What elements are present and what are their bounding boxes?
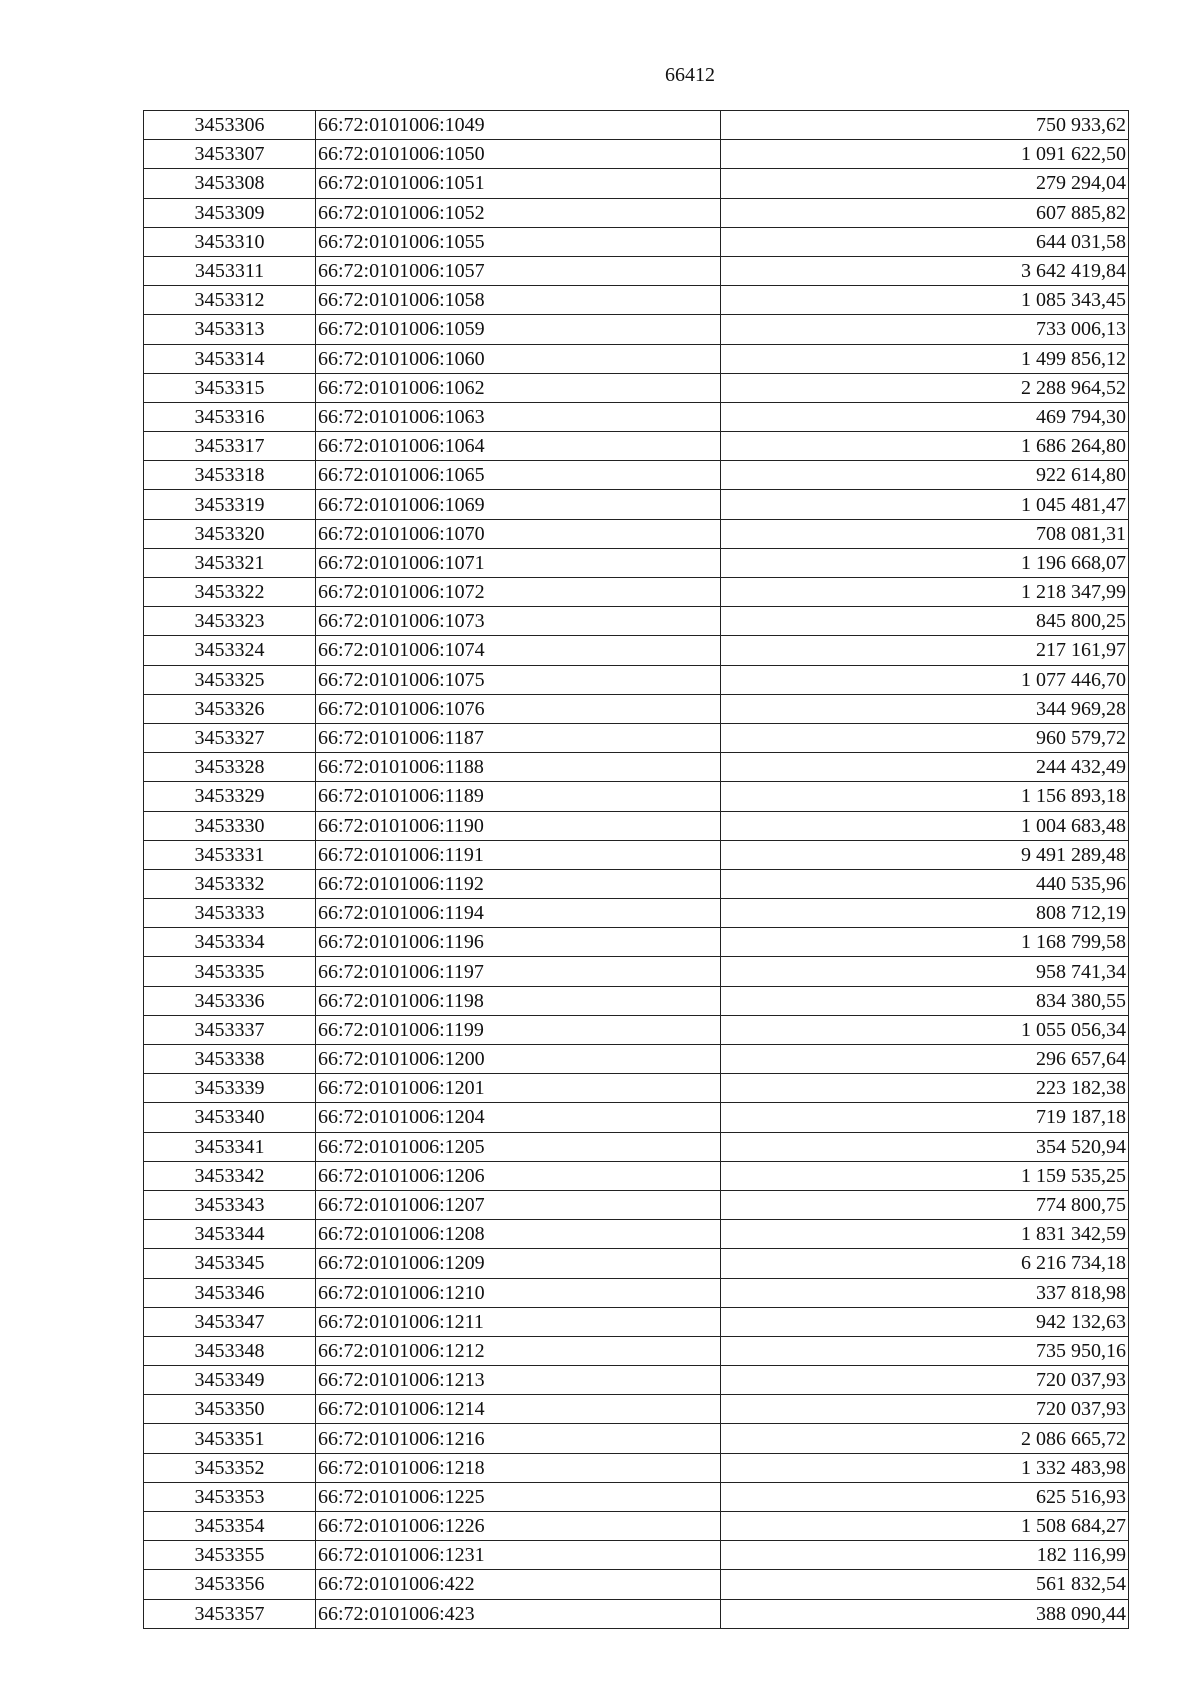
row-number-cell: 3453352 <box>144 1453 316 1482</box>
table-row <box>144 1366 1129 1395</box>
row-number-cell: 3453348 <box>144 1336 316 1365</box>
cadastral-number-cell: 66:72:0101006:1187 <box>316 723 721 752</box>
row-number-cell: 3453318 <box>144 461 316 490</box>
cadastral-value-cell: 735 950,16 <box>721 1336 1129 1365</box>
cadastral-number-cell: 66:72:0101006:1063 <box>316 402 721 431</box>
row-number-cell: 3453337 <box>144 1015 316 1044</box>
cadastral-number-cell: 66:72:0101006:1206 <box>316 1161 721 1190</box>
table-row <box>144 344 1129 373</box>
table-row <box>144 1395 1129 1424</box>
cadastral-number-cell: 66:72:0101006:1073 <box>316 607 721 636</box>
cadastral-number-cell: 66:72:0101006:422 <box>316 1570 721 1599</box>
row-number-cell: 3453323 <box>144 607 316 636</box>
row-number-cell: 3453357 <box>144 1599 316 1628</box>
table-row <box>144 1307 1129 1336</box>
row-number-cell: 3453345 <box>144 1249 316 1278</box>
cadastral-value-cell: 1 004 683,48 <box>721 811 1129 840</box>
table-body <box>144 111 1129 1629</box>
cadastral-value-cell: 344 969,28 <box>721 694 1129 723</box>
row-number-cell: 3453343 <box>144 1190 316 1219</box>
table-row <box>144 286 1129 315</box>
cadastral-value-cell: 9 491 289,48 <box>721 840 1129 869</box>
row-number-cell: 3453329 <box>144 782 316 811</box>
table-row <box>144 1190 1129 1219</box>
table-row <box>144 227 1129 256</box>
row-number-cell: 3453351 <box>144 1424 316 1453</box>
cadastral-value-cell: 1 077 446,70 <box>721 665 1129 694</box>
row-number-cell: 3453332 <box>144 869 316 898</box>
row-number-cell: 3453335 <box>144 957 316 986</box>
cadastral-number-cell: 66:72:0101006:1062 <box>316 373 721 402</box>
cadastral-value-cell: 1 218 347,99 <box>721 578 1129 607</box>
table-row <box>144 169 1129 198</box>
cadastral-number-cell: 66:72:0101006:1218 <box>316 1453 721 1482</box>
table-row <box>144 1278 1129 1307</box>
table-row <box>144 1249 1129 1278</box>
cadastral-value-cell: 354 520,94 <box>721 1132 1129 1161</box>
row-number-cell: 3453336 <box>144 986 316 1015</box>
cadastral-value-cell: 279 294,04 <box>721 169 1129 198</box>
cadastral-number-cell: 66:72:0101006:1072 <box>316 578 721 607</box>
cadastral-value-cell: 2 288 964,52 <box>721 373 1129 402</box>
cadastral-number-cell: 66:72:0101006:1188 <box>316 753 721 782</box>
cadastral-value-cell: 3 642 419,84 <box>721 256 1129 285</box>
row-number-cell: 3453306 <box>144 111 316 140</box>
table-row <box>144 111 1129 140</box>
row-number-cell: 3453326 <box>144 694 316 723</box>
row-number-cell: 3453322 <box>144 578 316 607</box>
cadastral-number-cell: 66:72:0101006:1205 <box>316 1132 721 1161</box>
row-number-cell: 3453346 <box>144 1278 316 1307</box>
cadastral-value-cell: 1 196 668,07 <box>721 548 1129 577</box>
cadastral-number-cell: 66:72:0101006:1189 <box>316 782 721 811</box>
cadastral-value-cell: 1 045 481,47 <box>721 490 1129 519</box>
row-number-cell: 3453308 <box>144 169 316 198</box>
row-number-cell: 3453317 <box>144 432 316 461</box>
table-row <box>144 1074 1129 1103</box>
cadastral-value-cell: 774 800,75 <box>721 1190 1129 1219</box>
row-number-cell: 3453341 <box>144 1132 316 1161</box>
cadastral-number-cell: 66:72:0101006:1216 <box>316 1424 721 1453</box>
cadastral-value-cell: 2 086 665,72 <box>721 1424 1129 1453</box>
cadastral-value-cell: 1 156 893,18 <box>721 782 1129 811</box>
cadastral-number-cell: 66:72:0101006:1071 <box>316 548 721 577</box>
table-row <box>144 1599 1129 1628</box>
table-row <box>144 1103 1129 1132</box>
row-number-cell: 3453316 <box>144 402 316 431</box>
cadastral-number-cell: 66:72:0101006:1190 <box>316 811 721 840</box>
table-row <box>144 1220 1129 1249</box>
row-number-cell: 3453325 <box>144 665 316 694</box>
cadastral-value-cell: 942 132,63 <box>721 1307 1129 1336</box>
table-row <box>144 1453 1129 1482</box>
cadastral-number-cell: 66:72:0101006:1198 <box>316 986 721 1015</box>
table-row <box>144 1512 1129 1541</box>
table-row <box>144 1045 1129 1074</box>
cadastral-value-cell: 625 516,93 <box>721 1482 1129 1511</box>
cadastral-value-cell: 337 818,98 <box>721 1278 1129 1307</box>
cadastral-value-cell: 808 712,19 <box>721 899 1129 928</box>
cadastral-number-cell: 66:72:0101006:1055 <box>316 227 721 256</box>
cadastral-value-cell: 223 182,38 <box>721 1074 1129 1103</box>
cadastral-number-cell: 66:72:0101006:1192 <box>316 869 721 898</box>
cadastral-value-cell: 296 657,64 <box>721 1045 1129 1074</box>
table-row <box>144 899 1129 928</box>
row-number-cell: 3453354 <box>144 1512 316 1541</box>
row-number-cell: 3453312 <box>144 286 316 315</box>
cadastral-number-cell: 66:72:0101006:1049 <box>316 111 721 140</box>
cadastral-number-cell: 66:72:0101006:1199 <box>316 1015 721 1044</box>
cadastral-value-cell: 561 832,54 <box>721 1570 1129 1599</box>
cadastral-value-cell: 6 216 734,18 <box>721 1249 1129 1278</box>
cadastral-number-cell: 66:72:0101006:1065 <box>316 461 721 490</box>
cadastral-value-cell: 1 686 264,80 <box>721 432 1129 461</box>
cadastral-value-cell: 958 741,34 <box>721 957 1129 986</box>
table-row <box>144 1424 1129 1453</box>
cadastral-value-cell: 388 090,44 <box>721 1599 1129 1628</box>
cadastral-number-cell: 66:72:0101006:1191 <box>316 840 721 869</box>
table-row <box>144 957 1129 986</box>
row-number-cell: 3453319 <box>144 490 316 519</box>
cadastral-value-cell: 644 031,58 <box>721 227 1129 256</box>
cadastral-number-cell: 66:72:0101006:1194 <box>316 899 721 928</box>
table-row <box>144 753 1129 782</box>
table-row <box>144 140 1129 169</box>
row-number-cell: 3453314 <box>144 344 316 373</box>
cadastral-number-cell: 66:72:0101006:1197 <box>316 957 721 986</box>
table-row <box>144 256 1129 285</box>
cadastral-value-cell: 1 091 622,50 <box>721 140 1129 169</box>
cadastral-number-cell: 66:72:0101006:423 <box>316 1599 721 1628</box>
row-number-cell: 3453321 <box>144 548 316 577</box>
cadastral-number-cell: 66:72:0101006:1076 <box>316 694 721 723</box>
cadastral-number-cell: 66:72:0101006:1059 <box>316 315 721 344</box>
row-number-cell: 3453315 <box>144 373 316 402</box>
row-number-cell: 3453340 <box>144 1103 316 1132</box>
cadastral-number-cell: 66:72:0101006:1214 <box>316 1395 721 1424</box>
table-row <box>144 1570 1129 1599</box>
row-number-cell: 3453333 <box>144 899 316 928</box>
row-number-cell: 3453353 <box>144 1482 316 1511</box>
cadastral-number-cell: 66:72:0101006:1225 <box>316 1482 721 1511</box>
cadastral-value-cell: 469 794,30 <box>721 402 1129 431</box>
cadastral-number-cell: 66:72:0101006:1204 <box>316 1103 721 1132</box>
row-number-cell: 3453347 <box>144 1307 316 1336</box>
cadastral-value-cell: 720 037,93 <box>721 1395 1129 1424</box>
table-row <box>144 665 1129 694</box>
table-row <box>144 1482 1129 1511</box>
cadastral-number-cell: 66:72:0101006:1052 <box>316 198 721 227</box>
table-row <box>144 840 1129 869</box>
table-row <box>144 198 1129 227</box>
row-number-cell: 3453320 <box>144 519 316 548</box>
cadastral-value-cell: 960 579,72 <box>721 723 1129 752</box>
cadastral-number-cell: 66:72:0101006:1200 <box>316 1045 721 1074</box>
table-row <box>144 723 1129 752</box>
cadastral-number-cell: 66:72:0101006:1051 <box>316 169 721 198</box>
table-row <box>144 548 1129 577</box>
cadastral-number-cell: 66:72:0101006:1231 <box>316 1541 721 1570</box>
cadastral-value-cell: 244 432,49 <box>721 753 1129 782</box>
cadastral-number-cell: 66:72:0101006:1057 <box>316 256 721 285</box>
table-row <box>144 402 1129 431</box>
cadastral-value-cell: 1 831 342,59 <box>721 1220 1129 1249</box>
table-row <box>144 1161 1129 1190</box>
cadastral-number-cell: 66:72:0101006:1209 <box>316 1249 721 1278</box>
table-row <box>144 490 1129 519</box>
cadastral-value-cell: 1 332 483,98 <box>721 1453 1129 1482</box>
table-row <box>144 986 1129 1015</box>
cadastral-value-table <box>143 110 1129 1629</box>
cadastral-value-cell: 733 006,13 <box>721 315 1129 344</box>
table-row <box>144 869 1129 898</box>
table-row <box>144 1015 1129 1044</box>
cadastral-number-cell: 66:72:0101006:1064 <box>316 432 721 461</box>
row-number-cell: 3453331 <box>144 840 316 869</box>
cadastral-value-cell: 1 499 856,12 <box>721 344 1129 373</box>
cadastral-value-cell: 834 380,55 <box>721 986 1129 1015</box>
row-number-cell: 3453342 <box>144 1161 316 1190</box>
cadastral-value-cell: 845 800,25 <box>721 607 1129 636</box>
table-row <box>144 461 1129 490</box>
cadastral-number-cell: 66:72:0101006:1211 <box>316 1307 721 1336</box>
table-row <box>144 636 1129 665</box>
table-row <box>144 315 1129 344</box>
cadastral-number-cell: 66:72:0101006:1226 <box>316 1512 721 1541</box>
cadastral-value-cell: 1 168 799,58 <box>721 928 1129 957</box>
row-number-cell: 3453327 <box>144 723 316 752</box>
cadastral-number-cell: 66:72:0101006:1075 <box>316 665 721 694</box>
cadastral-number-cell: 66:72:0101006:1212 <box>316 1336 721 1365</box>
cadastral-number-cell: 66:72:0101006:1196 <box>316 928 721 957</box>
table-row <box>144 782 1129 811</box>
cadastral-value-cell: 750 933,62 <box>721 111 1129 140</box>
cadastral-value-cell: 1 055 056,34 <box>721 1015 1129 1044</box>
cadastral-number-cell: 66:72:0101006:1074 <box>316 636 721 665</box>
cadastral-number-cell: 66:72:0101006:1208 <box>316 1220 721 1249</box>
row-number-cell: 3453344 <box>144 1220 316 1249</box>
table-row <box>144 432 1129 461</box>
row-number-cell: 3453334 <box>144 928 316 957</box>
cadastral-number-cell: 66:72:0101006:1050 <box>316 140 721 169</box>
row-number-cell: 3453309 <box>144 198 316 227</box>
table-row <box>144 373 1129 402</box>
cadastral-value-cell: 440 535,96 <box>721 869 1129 898</box>
row-number-cell: 3453307 <box>144 140 316 169</box>
cadastral-value-cell: 719 187,18 <box>721 1103 1129 1132</box>
cadastral-number-cell: 66:72:0101006:1069 <box>316 490 721 519</box>
table-row <box>144 694 1129 723</box>
cadastral-number-cell: 66:72:0101006:1060 <box>316 344 721 373</box>
cadastral-value-cell: 1 159 535,25 <box>721 1161 1129 1190</box>
table-row <box>144 811 1129 840</box>
table-row <box>144 607 1129 636</box>
table-row <box>144 928 1129 957</box>
row-number-cell: 3453311 <box>144 256 316 285</box>
row-number-cell: 3453350 <box>144 1395 316 1424</box>
row-number-cell: 3453349 <box>144 1366 316 1395</box>
cadastral-value-cell: 1 508 684,27 <box>721 1512 1129 1541</box>
table-row <box>144 1132 1129 1161</box>
row-number-cell: 3453355 <box>144 1541 316 1570</box>
row-number-cell: 3453356 <box>144 1570 316 1599</box>
row-number-cell: 3453339 <box>144 1074 316 1103</box>
row-number-cell: 3453338 <box>144 1045 316 1074</box>
row-number-cell: 3453310 <box>144 227 316 256</box>
cadastral-number-cell: 66:72:0101006:1213 <box>316 1366 721 1395</box>
row-number-cell: 3453330 <box>144 811 316 840</box>
cadastral-value-cell: 720 037,93 <box>721 1366 1129 1395</box>
table-row <box>144 1336 1129 1365</box>
cadastral-number-cell: 66:72:0101006:1201 <box>316 1074 721 1103</box>
cadastral-value-cell: 708 081,31 <box>721 519 1129 548</box>
cadastral-value-cell: 922 614,80 <box>721 461 1129 490</box>
cadastral-number-cell: 66:72:0101006:1207 <box>316 1190 721 1219</box>
page-number: 66412 <box>665 64 715 86</box>
cadastral-number-cell: 66:72:0101006:1210 <box>316 1278 721 1307</box>
cadastral-value-cell: 217 161,97 <box>721 636 1129 665</box>
table-row <box>144 578 1129 607</box>
cadastral-value-cell: 1 085 343,45 <box>721 286 1129 315</box>
table-row <box>144 519 1129 548</box>
cadastral-value-cell: 607 885,82 <box>721 198 1129 227</box>
row-number-cell: 3453313 <box>144 315 316 344</box>
cadastral-number-cell: 66:72:0101006:1058 <box>316 286 721 315</box>
row-number-cell: 3453328 <box>144 753 316 782</box>
row-number-cell: 3453324 <box>144 636 316 665</box>
cadastral-number-cell: 66:72:0101006:1070 <box>316 519 721 548</box>
cadastral-value-cell: 182 116,99 <box>721 1541 1129 1570</box>
table-row <box>144 1541 1129 1570</box>
